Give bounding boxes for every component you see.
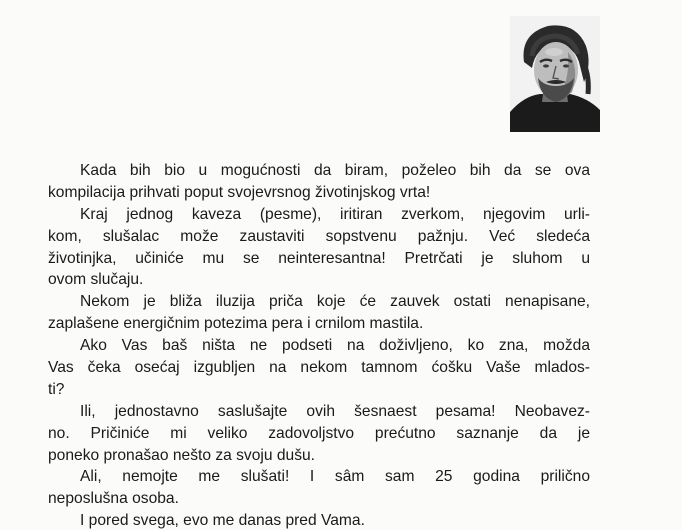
- paragraph-7: [48, 510, 590, 530]
- text-line: Ali, nemojte me slušati! I sâm sam 25 godina prilično: [80, 468, 590, 486]
- text-line: neposlušna osoba.: [48, 490, 179, 508]
- paragraph-2: [48, 204, 590, 292]
- text-line: Vas čeka osećaj izgubljen na nekom tamnom ćošku Vaše mlados-: [48, 359, 590, 377]
- paragraph-6: [48, 466, 590, 510]
- text-line: životinjka, učiniće mu se neinteresantna! Pretrčati je sluhom u: [48, 249, 590, 267]
- text-line: ovom slučaju.: [48, 271, 144, 289]
- paragraph-5: [48, 401, 590, 467]
- paragraph-1: [48, 160, 590, 204]
- text-line: no. Pričiniće mi veliko zadovoljstvo prećutno saznanje da je: [48, 424, 590, 442]
- text-line: Ako Vas baš ništa ne podseti na doživljeno, ko zna, možda: [80, 337, 590, 355]
- text-line: kompilacija prihvati poput svojevrsnog životinjskog vrta!: [48, 183, 431, 201]
- text-line: I pored svega, evo me danas pred Vama.: [80, 512, 365, 530]
- text-line: Kada bih bio u mogućnosti da biram, poželeo bih da se ova: [80, 162, 590, 179]
- text-line: kom, slušalac može zaustaviti sopstvenu pažnju. Već sledeća: [48, 227, 590, 245]
- paragraph-3: [48, 291, 590, 335]
- portrait-icon: [510, 16, 600, 132]
- text-line: ti?: [48, 380, 65, 398]
- text-line: zaplašene energičnim potezima pera i crnilom mastila.: [48, 315, 424, 333]
- paragraph-4: [48, 335, 590, 401]
- author-portrait-photo: [510, 16, 600, 132]
- foreword-text: [48, 160, 590, 530]
- text-line: poneko pronašao nešto za svoju dušu.: [48, 446, 316, 464]
- text-line: Ili, jednostavno saslušajte ovih šesnaest pesama! Neobavez-: [80, 402, 590, 420]
- text-line: Nekom je bliža iluzija priča koje će zauvek ostati nenapisane,: [80, 293, 590, 311]
- text-line: Kraj jednog kaveza (pesme), iritiran zverkom, njegovim urli-: [80, 205, 590, 223]
